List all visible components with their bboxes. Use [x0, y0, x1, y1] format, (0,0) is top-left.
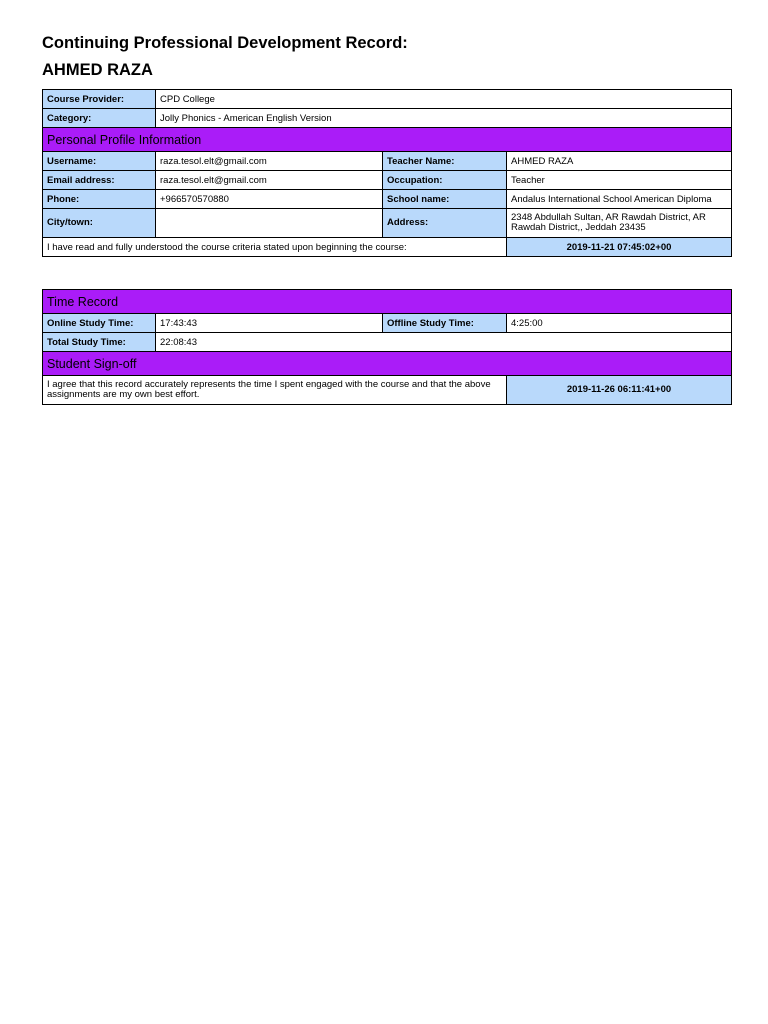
total-study-time-label: Total Study Time: [43, 333, 156, 352]
address-label: Address: [383, 209, 507, 238]
address-value: 2348 Abdullah Sultan, AR Rawdah District, AR Rawdah District,, Jeddah 23435 [507, 209, 732, 238]
category-value: Jolly Phonics - American English Version [156, 109, 732, 128]
email-label: Email address: [43, 171, 156, 190]
offline-study-time-value: 4:25:00 [507, 314, 732, 333]
occupation-label: Occupation: [383, 171, 507, 190]
phone-value: +966570570880 [156, 190, 383, 209]
signoff-section-title: Student Sign-off [43, 352, 732, 376]
city-value [156, 209, 383, 238]
online-study-time-label: Online Study Time: [43, 314, 156, 333]
signoff-agreement: I agree that this record accurately represents the time I spent engaged with the course and that the above assignments are my own best effort. [43, 376, 507, 405]
category-row [43, 109, 732, 128]
profile-section-title: Personal Profile Information [43, 128, 732, 152]
course-provider-label: Course Provider: [43, 90, 156, 109]
time-record-section-title: Time Record [43, 290, 732, 314]
phone-label: Phone: [43, 190, 156, 209]
phone-row [43, 190, 732, 209]
total-study-time-row [43, 333, 732, 352]
criteria-statement: I have read and fully understood the course criteria stated upon beginning the course: [43, 238, 507, 257]
school-name-label: School name: [383, 190, 507, 209]
course-provider-row [43, 90, 732, 109]
school-name-value: Andalus International School American Diploma [507, 190, 732, 209]
page-title: Continuing Professional Development Record: [42, 34, 408, 52]
profile-section-header [43, 128, 732, 152]
total-study-time-value: 22:08:43 [156, 333, 732, 352]
online-study-time-value: 17:43:43 [156, 314, 383, 333]
email-row [43, 171, 732, 190]
criteria-timestamp: 2019-11-21 07:45:02+00 [507, 238, 732, 257]
teacher-name-label: Teacher Name: [383, 152, 507, 171]
teacher-name-value: AHMED RAZA [507, 152, 732, 171]
time-record-table [42, 289, 732, 405]
username-value: raza.tesol.elt@gmail.com [156, 152, 383, 171]
offline-study-time-label: Offline Study Time: [383, 314, 507, 333]
username-label: Username: [43, 152, 156, 171]
email-value: raza.tesol.elt@gmail.com [156, 171, 383, 190]
category-label: Category: [43, 109, 156, 128]
signoff-timestamp: 2019-11-26 06:11:41+00 [507, 376, 732, 405]
signoff-row [43, 376, 732, 405]
city-address-row [43, 209, 732, 238]
record-owner-name: AHMED RAZA [42, 61, 153, 79]
criteria-row [43, 238, 732, 257]
signoff-section-header [43, 352, 732, 376]
time-record-section-header [43, 290, 732, 314]
course-provider-value: CPD College [156, 90, 732, 109]
city-label: City/town: [43, 209, 156, 238]
occupation-value: Teacher [507, 171, 732, 190]
username-row [43, 152, 732, 171]
profile-table [42, 89, 732, 257]
study-time-row [43, 314, 732, 333]
